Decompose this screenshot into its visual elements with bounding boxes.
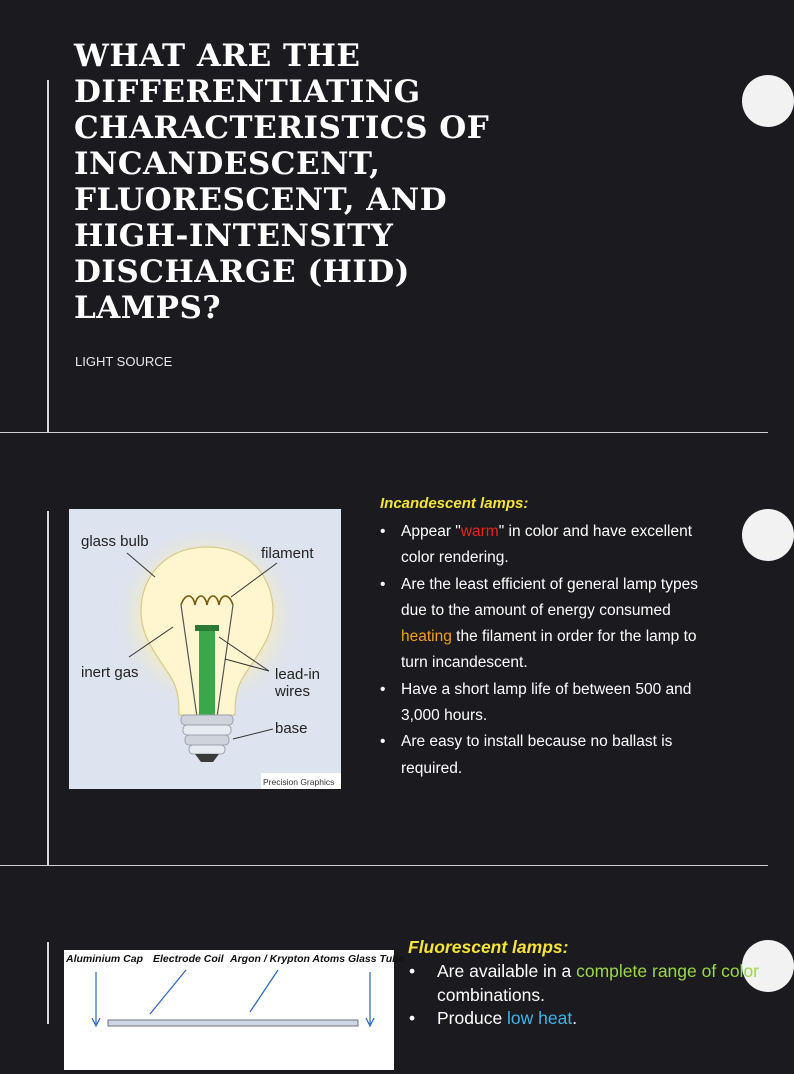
slide-title bbox=[74, 38, 534, 326]
highlight-warm: warm bbox=[460, 523, 499, 540]
screw-base-icon bbox=[181, 715, 233, 762]
slide-tab bbox=[742, 509, 794, 561]
highlight-complete-range: complete range of color bbox=[576, 961, 760, 981]
title-line: DIFFERENTIATING bbox=[74, 74, 421, 110]
label-atoms: Argon / Krypton Atoms bbox=[230, 953, 346, 965]
list-item: • Have a short lamp life of between 500 and 3,000 hours. bbox=[380, 677, 710, 730]
stem-icon bbox=[199, 627, 215, 723]
title-line: HIGH-INTENSITY bbox=[74, 218, 394, 254]
title-line: LAMPS? bbox=[74, 290, 222, 326]
title-slide bbox=[0, 0, 768, 432]
title-line: WHAT ARE THE bbox=[74, 38, 361, 74]
incandescent-heading: Incandescent lamps: bbox=[380, 495, 529, 512]
label-filament: filament bbox=[261, 545, 314, 562]
list-item: • Produce low heat. bbox=[409, 1007, 759, 1031]
title-line: DISCHARGE (HID) bbox=[74, 254, 410, 290]
label-base: base bbox=[275, 720, 308, 737]
fluorescent-bullets bbox=[409, 960, 759, 1031]
list-item: • Appear "warm" in color and have excellent color rendering. bbox=[380, 519, 710, 572]
label-glass-bulb: glass bulb bbox=[81, 533, 149, 550]
incandescent-bullets bbox=[380, 519, 710, 782]
incandescent-bulb-diagram bbox=[69, 509, 341, 789]
list-item: • Are available in a complete range of color combinations. bbox=[409, 960, 759, 1007]
highlight-heating: heating bbox=[401, 628, 452, 646]
list-item: • Are the least efficient of general lamp types due to the amount of energy consumed heating the filament in order for the lamp to turn incandescent. bbox=[380, 572, 710, 677]
label-lead-in: lead-in bbox=[275, 666, 321, 683]
label-tube: Glass Tube bbox=[348, 953, 405, 965]
tube-illustration bbox=[64, 950, 405, 1070]
slide-tab bbox=[742, 75, 794, 127]
fluorescent-slide bbox=[0, 866, 768, 1028]
fluorescent-tube-diagram bbox=[64, 950, 405, 1070]
fluorescent-heading: Fluorescent lamps: bbox=[408, 937, 569, 957]
accent-line bbox=[47, 511, 49, 865]
title-line: INCANDESCENT, bbox=[74, 146, 381, 182]
accent-line bbox=[47, 942, 49, 1024]
label-wires: wires bbox=[275, 683, 311, 700]
slide-subtitle: LIGHT SOURCE bbox=[75, 354, 173, 369]
label-cap: Aluminium Cap bbox=[66, 953, 144, 965]
title-line: CHARACTERISTICS OF bbox=[74, 110, 490, 146]
title-line: FLUORESCENT, AND bbox=[74, 182, 448, 218]
label-coil: Electrode Coil bbox=[153, 953, 224, 965]
list-item: • Are easy to install because no ballast is required. bbox=[380, 729, 710, 782]
incandescent-slide bbox=[0, 433, 768, 865]
highlight-low-heat: low heat bbox=[507, 1008, 573, 1028]
tube-body-icon bbox=[108, 1020, 358, 1026]
label-inert-gas: inert gas bbox=[81, 664, 139, 681]
figure-credit: Precision Graphics bbox=[263, 777, 335, 787]
bulb-illustration bbox=[69, 509, 341, 789]
accent-line bbox=[47, 80, 49, 432]
